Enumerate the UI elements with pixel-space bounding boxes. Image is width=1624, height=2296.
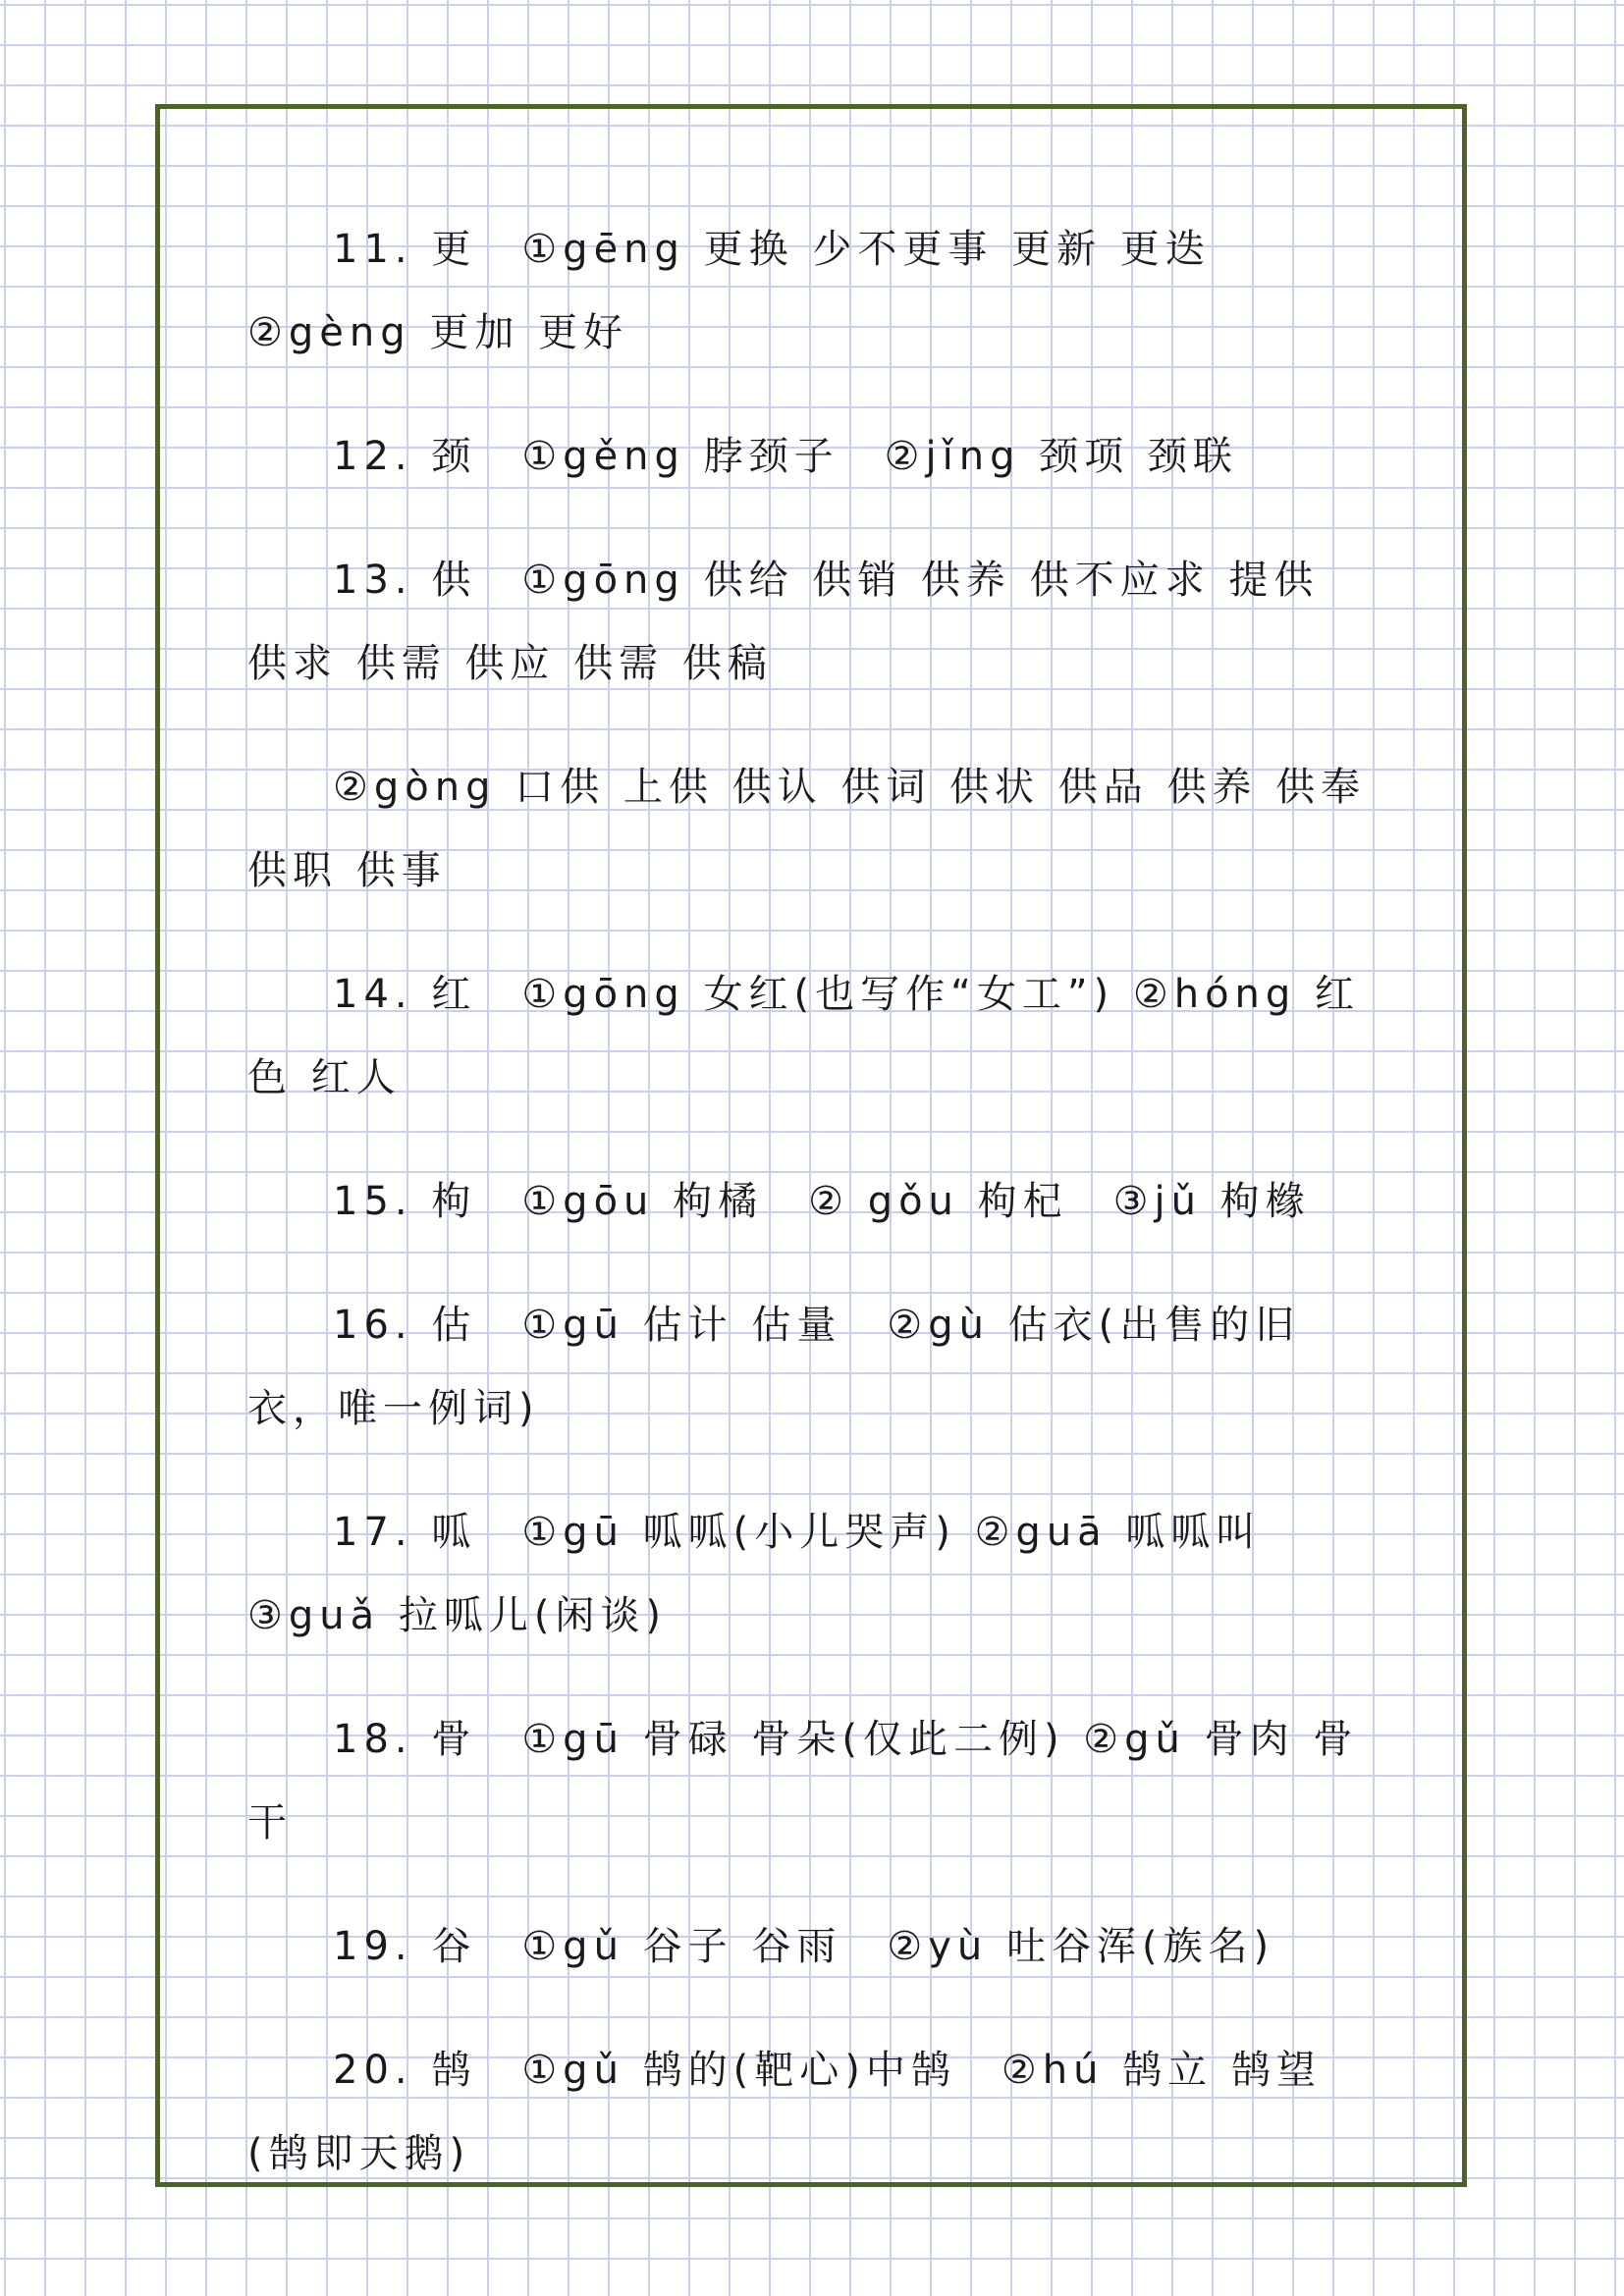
entry-19	[247, 1905, 1377, 1989]
entry-text: 12. 颈 ①gěng 脖颈子 ②jǐng 颈项 颈联	[333, 434, 1238, 479]
entry-text: 11. 更 ①gēng 更换 少不更事 更新 更迭 ②gèng 更加 更好	[247, 227, 1256, 355]
entry-text: 14. 红 ①gōng 女红(也写作“女工”) ②hóng 红色 红人	[247, 972, 1361, 1100]
entry-20	[247, 2029, 1377, 2196]
entry-text: 20. 鹄 ①gǔ 鹄的(靶心)中鹄 ②hú 鹄立 鹄望(鹄即天鹅)	[247, 2048, 1322, 2176]
entry-12	[247, 415, 1377, 499]
entry-11	[247, 208, 1377, 375]
entry-text: 15. 枸 ①gōu 枸橘 ② gǒu 枸杞 ③jǔ 枸橼	[333, 1179, 1311, 1224]
entry-18	[247, 1698, 1377, 1865]
entry-text: 18. 骨 ①gū 骨碌 骨朵(仅此二例) ②gǔ 骨肉 骨干	[247, 1717, 1359, 1845]
entry-17	[247, 1491, 1377, 1658]
entry-15	[247, 1160, 1377, 1244]
entry-14	[247, 953, 1377, 1120]
entry-16	[247, 1284, 1377, 1451]
entry-text: 13. 供 ①gōng 供给 供销 供养 供不应求 提供 供求 供需 供应 供需 供稿	[247, 558, 1320, 686]
polyphonic-list	[247, 208, 1377, 2196]
entry-text: 19. 谷 ①gǔ 谷子 谷雨 ②yù 吐谷浑(族名)	[333, 1924, 1275, 1969]
entry-text: ②gòng 口供 上供 供认 供词 供状 供品 供养 供奉 供职 供事	[247, 765, 1367, 893]
entry-text: 17. 呱 ①gū 呱呱(小儿哭声) ②guā 呱呱叫 ③guǎ 拉呱儿(闲谈)	[247, 1510, 1307, 1638]
entry-13-continued	[247, 746, 1377, 913]
entry-text: 16. 估 ①gū 估计 估量 ②gù 估衣(出售的旧衣，唯一例词)	[247, 1303, 1301, 1431]
entry-13	[247, 539, 1377, 706]
